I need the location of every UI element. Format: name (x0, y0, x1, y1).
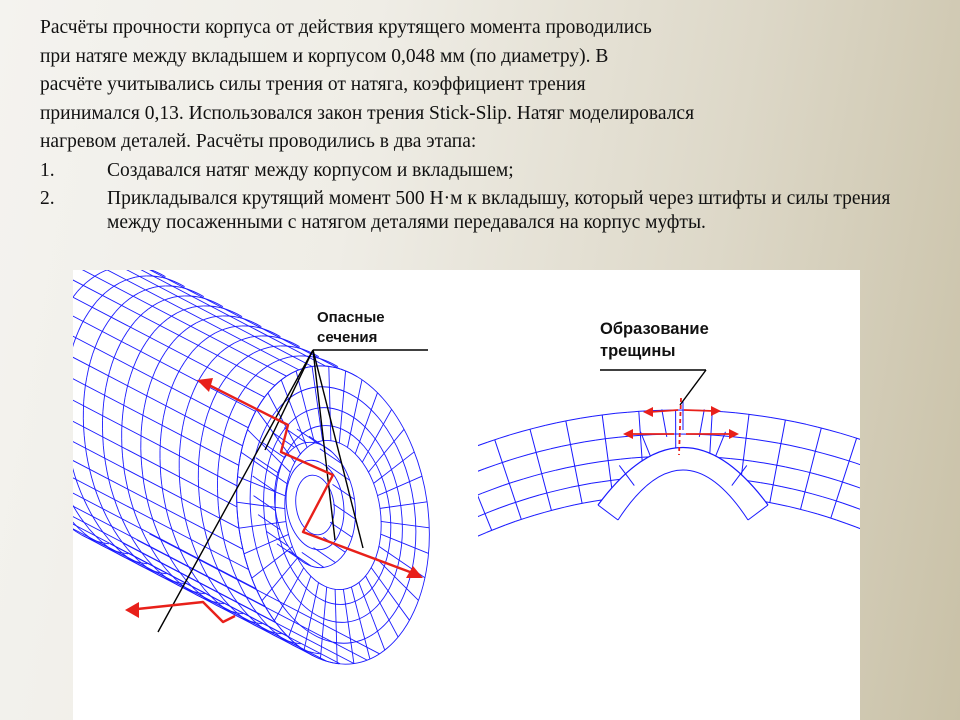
figure-crack-detail (478, 270, 860, 720)
crack-arrows (630, 398, 732, 455)
crack-label-line2: трещины (600, 342, 676, 360)
section-arrows (128, 382, 418, 622)
paragraph-line-1: Расчёты прочности корпуса от действия крутящего момента проводились (40, 17, 652, 38)
figure-housing-mesh (73, 270, 478, 720)
paragraph-line-3: расчёте учитывались силы трения от натяга, коэффициент трения (40, 74, 586, 95)
paragraph-line-2: при натяге между вкладышем и корпусом 0,048 мм (по диаметру). В (40, 45, 609, 67)
crack-label-line1: Образование (600, 320, 709, 338)
step-item-2 (40, 187, 930, 235)
dangerous-sections-label-line2: сечения (317, 329, 378, 346)
step-item-1 (40, 157, 930, 186)
step-text: Создавался натяг между корпусом и вкладышем; (107, 159, 514, 181)
crack-leader (600, 370, 706, 405)
text-block (40, 14, 930, 235)
dangerous-sections-label-line1: Опасные (317, 309, 385, 326)
step-number: 1. (40, 159, 55, 181)
housing-mesh (73, 270, 448, 677)
ring-mesh (478, 402, 860, 656)
paragraph-line-4: принимался 0,13. Использовался закон трения Stick-Slip. Натяг моделировался (40, 102, 695, 124)
paragraph-line-5: нагревом деталей. Расчёты проводились в два этапа: (40, 131, 477, 152)
step-number: 2. (40, 188, 55, 209)
step-text: Прикладывался крутящий момент 500 Н·м к вкладышу, который через штифты и силы трения между посаженными с натягом деталями передавался на корпус муфты. (107, 188, 891, 233)
